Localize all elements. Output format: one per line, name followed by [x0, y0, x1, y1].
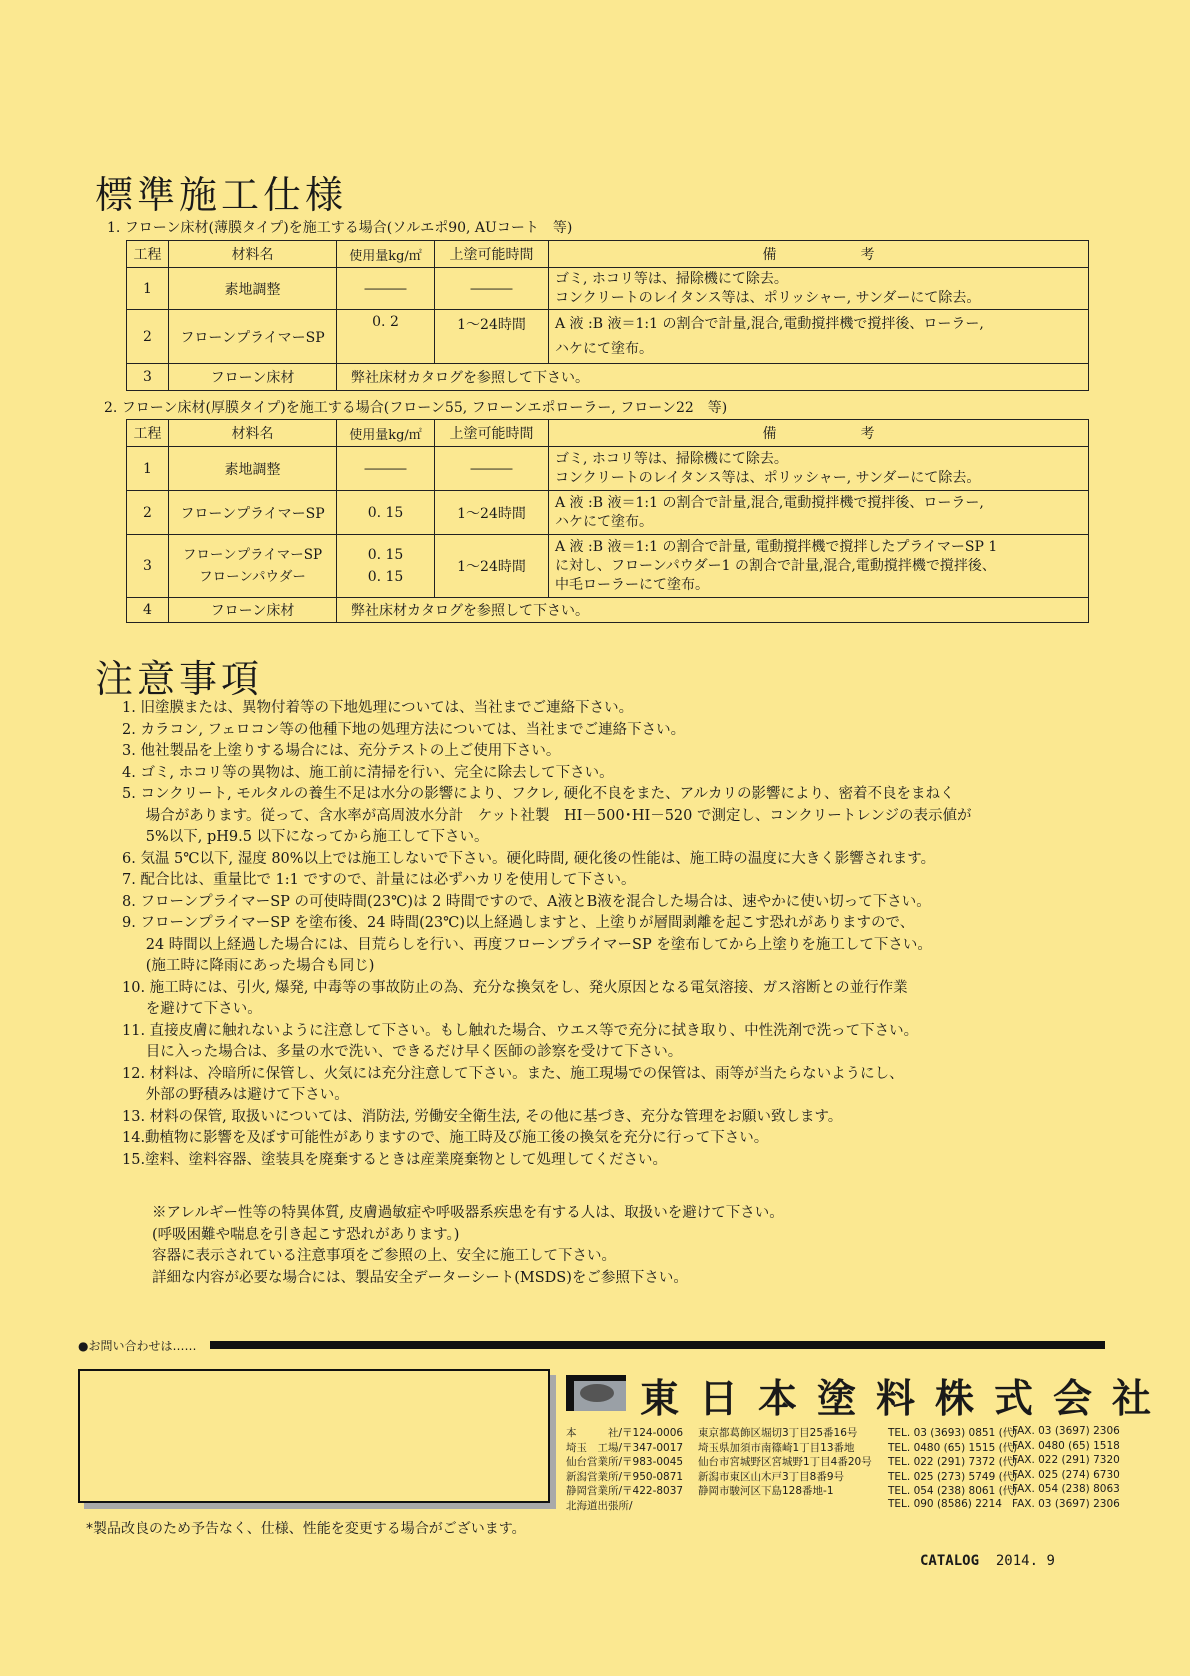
table-row — [127, 364, 1089, 391]
table-row — [127, 535, 1089, 598]
note-item: 15.塗料、塗料容器、塗装具を廃棄するときは産業廃棄物として処理してください。 — [122, 1151, 668, 1168]
step-cell: 3 — [127, 364, 169, 391]
note-item: 5%以下, pH9.5 以下になってから施工して下さい。 — [122, 829, 489, 845]
table-row — [127, 310, 1089, 364]
usage-cell: 0. 15 — [337, 491, 435, 535]
time-cell: ――― — [435, 268, 549, 310]
note-item: 24 時間以上経過した場合には、目荒らしを行い、再度フローンプライマーSP を塗布してから上塗りを施工して下さい。 — [122, 936, 932, 953]
note-item: 9. フローンプライマーSP を塗布後、24 時間(23℃)以上経過しますと、上塗りが層間剥離を起こす恐れがありますので、 — [122, 915, 915, 931]
office-tel: TEL. 022 (291) 7372 (代) — [888, 1456, 1018, 1469]
note-item: 場合があります。従って、含水率が高周波水分計 ケット社製 HI－500･HI－520 で測定し、コンクリートレンジの表示値が — [122, 807, 972, 824]
usage-cell: 0. 2 — [337, 310, 435, 364]
step-cell: 1 — [127, 268, 169, 310]
note-cell: A 液 :B 液＝1:1 の割合で計量,混合,電動撹拌機で撹拌後、ローラー, ハケにて塗布。 — [549, 310, 1089, 364]
office-tel: TEL. 090 (8586) 2214 — [888, 1497, 1002, 1510]
material-cell: フローンプライマーSP — [169, 310, 337, 364]
note-cell: ゴミ, ホコリ等は、掃除機にて除去。 コンクリートのレイタンス等は、ポリッシャー, サンダーにて除去。 — [549, 268, 1089, 310]
note-cell: ゴミ, ホコリ等は、掃除機にて除去。 コンクリートのレイタンス等は、ポリッシャー, サンダーにて除去。 — [549, 447, 1089, 491]
office-name: 仙台営業所/〒983-0045 — [566, 1456, 684, 1469]
page-title: 標準施工仕様 — [95, 173, 348, 217]
note-item: 外部の野積みは避けて下さい。 — [122, 1087, 349, 1103]
office-fax: FAX. 025 (274) 6730 — [1012, 1468, 1120, 1481]
step-cell: 2 — [127, 491, 169, 535]
header-time: 上塗可能時間 — [435, 241, 549, 268]
header-note: 備 考 — [549, 241, 1089, 268]
header-material: 材料名 — [169, 420, 337, 447]
notes-title: 注意事項 — [95, 657, 264, 701]
catalog-date: 2014. 9 — [995, 1553, 1055, 1569]
section2-heading: 2. フローン床材(厚膜タイプ)を施工する場合(フローン55, フローンエポローラー, フローン22 等) — [104, 400, 728, 416]
office-address: 東京都葛飾区堀切3丁目25番16号 — [698, 1427, 858, 1439]
note-item: 12. 材料は、冷暗所に保管し、火気には充分注意して下さい。また、施工現場での保管は、雨等が当たらないようにし、 — [122, 1065, 904, 1082]
contact-box — [78, 1369, 550, 1503]
note-item: 8. フローンプライマーSP の可使時間(23℃)は 2 時間ですので、A液とB液を混合した場合は、速やかに使い切って下さい。 — [122, 893, 931, 910]
note-item: 14.動植物に影響を及ぼす可能性がありますので、施工時及び施工後の換気を充分に行って下さい。 — [122, 1130, 769, 1146]
step-cell: 3 — [127, 535, 169, 598]
note-item: 13. 材料の保管, 取扱いについては、消防法, 労働安全衛生法, その他に基づき、充分な管理をお願い致します。 — [122, 1108, 843, 1125]
table-row — [127, 598, 1089, 623]
material-cell: フローン床材 — [169, 364, 337, 391]
office-fax: FAX. 0480 (65) 1518 — [1012, 1439, 1120, 1452]
company-logo-icon — [566, 1375, 626, 1411]
header-note: 備 考 — [549, 420, 1089, 447]
office-fax: FAX. 03 (3697) 2306 — [1012, 1497, 1120, 1510]
section1-heading: 1. フローン床材(薄膜タイプ)を施工する場合(ソルエポ90, AUコート 等) — [107, 220, 573, 236]
material-cell: フローン床材 — [169, 598, 337, 623]
usage-cell: ――― — [337, 447, 435, 491]
header-usage: 使用量kg/㎡ — [337, 420, 435, 447]
note-cell: A 液 :B 液＝1:1 の割合で計量,混合,電動撹拌機で撹拌後、ローラー, ハケにて塗布。 — [549, 491, 1089, 535]
header-material: 材料名 — [169, 241, 337, 268]
table-header-row — [127, 241, 1089, 268]
header-usage: 使用量kg/㎡ — [337, 241, 435, 268]
spec-table-2 — [126, 419, 1089, 623]
note-item: (施工時に降雨にあった場合も同じ) — [122, 958, 375, 974]
note-item: 目に入った場合は、多量の水で洗い、できるだけ早く医師の診察を受けて下さい。 — [122, 1044, 683, 1060]
material-cell: フローンプライマーSP — [169, 491, 337, 535]
allergy-notice — [152, 1203, 784, 1289]
office-address: 仙台市宮城野区宮城野1丁目4番20号 — [698, 1456, 872, 1469]
header-step: 工程 — [127, 241, 169, 268]
time-cell: 1～24時間 — [435, 491, 549, 535]
contact-label: ●お問い合わせは…… — [78, 1339, 197, 1353]
note-item: 10. 施工時には、引火, 爆発, 中毒等の事故防止の為、充分な換気をし、発火原因となる電気溶接、ガス溶断との並行作業 — [122, 979, 908, 996]
disclaimer: *製品改良のため予告なく、仕様、性能を変更する場合がございます。 — [86, 1521, 526, 1537]
office-address: 静岡市駿河区下島128番地-1 — [698, 1485, 834, 1498]
header-time: 上塗可能時間 — [435, 420, 549, 447]
office-fax: FAX. 03 (3697) 2306 — [1012, 1425, 1120, 1437]
office-address: 埼玉県加須市南篠崎1丁目13番地 — [698, 1441, 855, 1454]
allergy-line: (呼吸困難や喘息を引き起こす恐れがあります。) — [152, 1226, 460, 1243]
allergy-line: 容器に表示されている注意事項をご参照の上、安全に施工して下さい。 — [152, 1248, 616, 1264]
note-item: 5. コンクリート, モルタルの養生不足は水分の影響により、フクレ, 硬化不良をまた、アルカリの影響により、密着不良をまねく — [122, 786, 955, 802]
contact-divider — [210, 1341, 1105, 1349]
time-cell: ――― — [435, 447, 549, 491]
usage-cell: 0. 15 0. 15 — [337, 535, 435, 598]
catalog-footer — [920, 1553, 1055, 1569]
allergy-line: ※アレルギー性等の特異体質, 皮膚過敏症や呼吸器系疾患を有する人は、取扱いを避けて下さい。 — [152, 1205, 784, 1221]
spec-table-1 — [126, 240, 1089, 391]
step-cell: 4 — [127, 598, 169, 623]
catalog-label: CATALOG — [920, 1553, 980, 1569]
office-name: 新潟営業所/〒950-0871 — [566, 1470, 684, 1483]
office-fax: FAX. 022 (291) 7320 — [1012, 1454, 1120, 1467]
note-item: 3. 他社製品を上塗りする場合には、充分テストの上ご使用下さい。 — [122, 743, 561, 759]
merged-note-cell: 弊社床材カタログを参照して下さい。 — [337, 364, 1089, 391]
material-cell: フローンプライマーSP フローンパウダー — [169, 535, 337, 598]
notes-list — [122, 698, 1082, 1171]
allergy-line: 詳細な内容が必要な場合には、製品安全データーシート(MSDS)をご参照下さい。 — [152, 1269, 688, 1286]
note-item: 2. カラコン, フェロコン等の他種下地の処理方法については、当社までご連絡下さい。 — [122, 721, 686, 738]
office-tel: TEL. 03 (3693) 0851 (代) — [888, 1427, 1018, 1439]
office-name: 静岡営業所/〒422-8037 — [566, 1485, 684, 1498]
note-item: を避けて下さい。 — [122, 1001, 262, 1017]
material-cell: 素地調整 — [169, 447, 337, 491]
note-item: 11. 直接皮膚に触れないように注意して下さい。もし触れた場合、ウエス等で充分に拭き取り、中性洗剤で洗って下さい。 — [122, 1022, 919, 1039]
office-name: 北海道出張所/ — [566, 1499, 633, 1512]
merged-note-cell: 弊社床材カタログを参照して下さい。 — [337, 598, 1089, 623]
table-row — [127, 447, 1089, 491]
step-cell: 1 — [127, 447, 169, 491]
office-name: 本 社/〒124-0006 — [566, 1427, 684, 1439]
office-tel: TEL. 054 (238) 8061 (代) — [888, 1485, 1018, 1498]
office-fax: FAX. 054 (238) 8063 — [1012, 1483, 1120, 1496]
table-row — [127, 491, 1089, 535]
step-cell: 2 — [127, 310, 169, 364]
table-header-row — [127, 420, 1089, 447]
time-cell: 1～24時間 — [435, 535, 549, 598]
header-step: 工程 — [127, 420, 169, 447]
note-item: 6. 気温 5℃以下, 湿度 80%以上では施工しないで下さい。硬化時間, 硬化後の性能は、施工時の温度に大きく影響されます。 — [122, 850, 936, 867]
material-cell: 素地調整 — [169, 268, 337, 310]
office-name: 埼玉 工場/〒347-0017 — [566, 1441, 684, 1454]
note-item: 7. 配合比は、重量比で 1:1 ですので、計量には必ずハカリを使用して下さい。 — [122, 872, 636, 888]
note-item: 4. ゴミ, ホコリ等の異物は、施工前に清掃を行い、完全に除去して下さい。 — [122, 764, 614, 781]
note-item: 1. 旧塗膜または、異物付着等の下地処理については、当社までご連絡下さい。 — [122, 700, 634, 716]
office-tel: TEL. 025 (273) 5749 (代) — [888, 1470, 1018, 1483]
note-cell: A 液 :B 液＝1:1 の割合で計量, 電動撹拌機で撹拌したプライマーSP 1 に対し、フローンパウダー1 の割合で計量,混合,電動撹拌機で撹拌後、 中毛ローラーにて塗布。 — [549, 535, 1089, 598]
company-name: 東日本塗料株式会社 — [640, 1377, 1172, 1422]
table-row — [127, 268, 1089, 310]
office-tel: TEL. 0480 (65) 1515 (代) — [888, 1441, 1018, 1454]
office-address: 新潟市東区山木戸3丁目8番9号 — [698, 1470, 845, 1483]
time-cell: 1～24時間 — [435, 310, 549, 364]
usage-cell: ――― — [337, 268, 435, 310]
